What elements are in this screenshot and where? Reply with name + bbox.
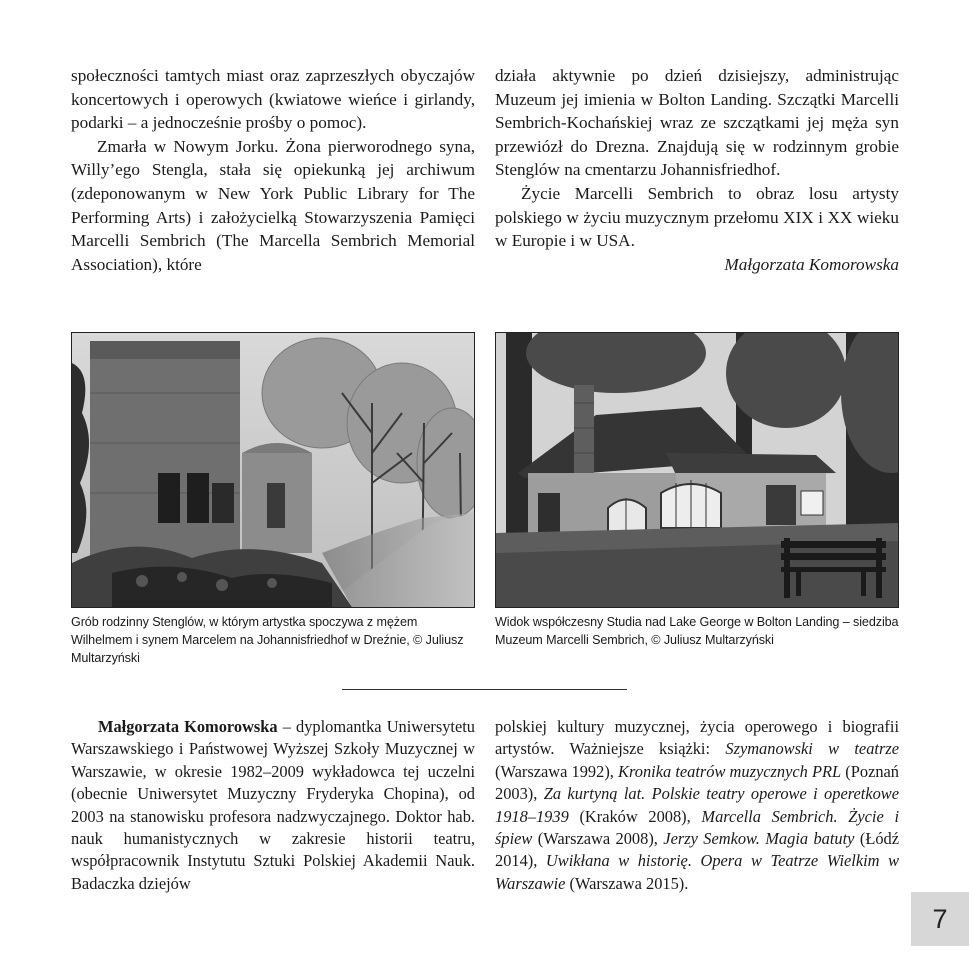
- book-title: Za kurtyną lat. Polskie teatry operowe i operetkowe 1918–1939: [495, 784, 900, 826]
- article-paragraph: Życie Marcelli Sembrich to obraz losu artysty polskiego w życiu muzycznym przełomu XIX i XX wieku w Europie i w USA.: [495, 183, 899, 251]
- article-column-left: [71, 64, 475, 276]
- article-paragraph: działa aktywnie po dzień dzisiejszy, administrując Muzeum jej imienia w Bolton Landing. Szczątki Marcelli Sembrich-Kochańskiej wraz ze szczątkami jej męża syn przewiózł do Drezna. Znajdują się w rodzinnym grobie Stenglów na cmentarzu Johannisfriedhof.: [495, 66, 899, 180]
- article-column-right: [495, 64, 899, 276]
- photo-caption: Grób rodzinny Stenglów, w którym artystka spoczywa z mężem Wilhelmem i synem Marcelem na Johannisfriedhof w Dreźnie, © Juliusz Multarzyński: [71, 615, 464, 666]
- section-divider: [342, 689, 627, 690]
- author-bio-left: [71, 716, 475, 895]
- author-name: Małgorzata Komorowska: [98, 717, 278, 736]
- book-title: Kronika teatrów muzycznych PRL: [618, 761, 842, 781]
- bio-text: – dyplomantka Uniwersytetu Warszawskiego i Państwowej Wyższej Szkoły Muzycznej w Warszawie, w okresie 1982–2009 wykładowca tej uczelni (obecnie Uniwersytet Muzyczny Fryderyka Chopina), od 2003 na stanowisku profesora nadzwyczajnego. Doktor hab. nauk humanistycznych w zakresie historii teatru, współpracownik Instytutu Sztuki Polskiej Akademii Nauk. Badaczka dziejów: [71, 717, 475, 893]
- author-bio-right: [495, 716, 899, 895]
- book-title: Marcella Sembrich. Życie i śpiew: [495, 806, 899, 849]
- article-paragraph: Zmarła w Nowym Jorku. Żona pierworodnego syna, Willy’ego Stengla, stała się opiekunką jej archiwum (zdeponowanym w New York Public Library for The Performing Arts) i założycielką Stowarzyszenia Pamięci Marcelli Sembrich (The Marcella Sembrich Memorial Association), które: [71, 136, 475, 274]
- bio-text: (Warszawa 1992),: [495, 761, 619, 781]
- article-signature: Małgorzata Komorowska: [724, 254, 899, 274]
- article-paragraph: społeczności tamtych miast oraz zaprzeszłych obyczajów koncertowych i operowych (kwiatowe wieńce i girlandy, podarki – a jednocześnie prośby o pomoc).: [71, 66, 475, 133]
- bio-text: (Warszawa 2015).: [565, 873, 689, 893]
- bio-text: (Kraków 2008),: [568, 806, 702, 826]
- photo-caption: Widok współczesny Studia nad Lake George w Bolton Landing – siedziba Muzeum Marcelli Sembrich, © Juliusz Multarzyński: [495, 615, 899, 648]
- bio-text: polskiej kultury muzycznej, życia operowego i biografii artystów. Ważniejsze książki:: [495, 717, 899, 759]
- tomb-photo: [71, 332, 475, 608]
- page-number: 7: [911, 892, 969, 946]
- bio-text: (Warszawa 2008),: [532, 829, 664, 849]
- bio-text: (Łódź 2014),: [495, 829, 899, 871]
- book-title: Uwikłana w historię. Opera w Teatrze Wielkim w Warszawie: [495, 851, 900, 893]
- studio-photo: [495, 332, 899, 608]
- book-title: Jerzy Semkow. Magia batuty: [663, 829, 855, 849]
- book-title: Szymanowski w teatrze: [725, 739, 899, 759]
- bio-text: (Poznań 2003),: [495, 761, 900, 804]
